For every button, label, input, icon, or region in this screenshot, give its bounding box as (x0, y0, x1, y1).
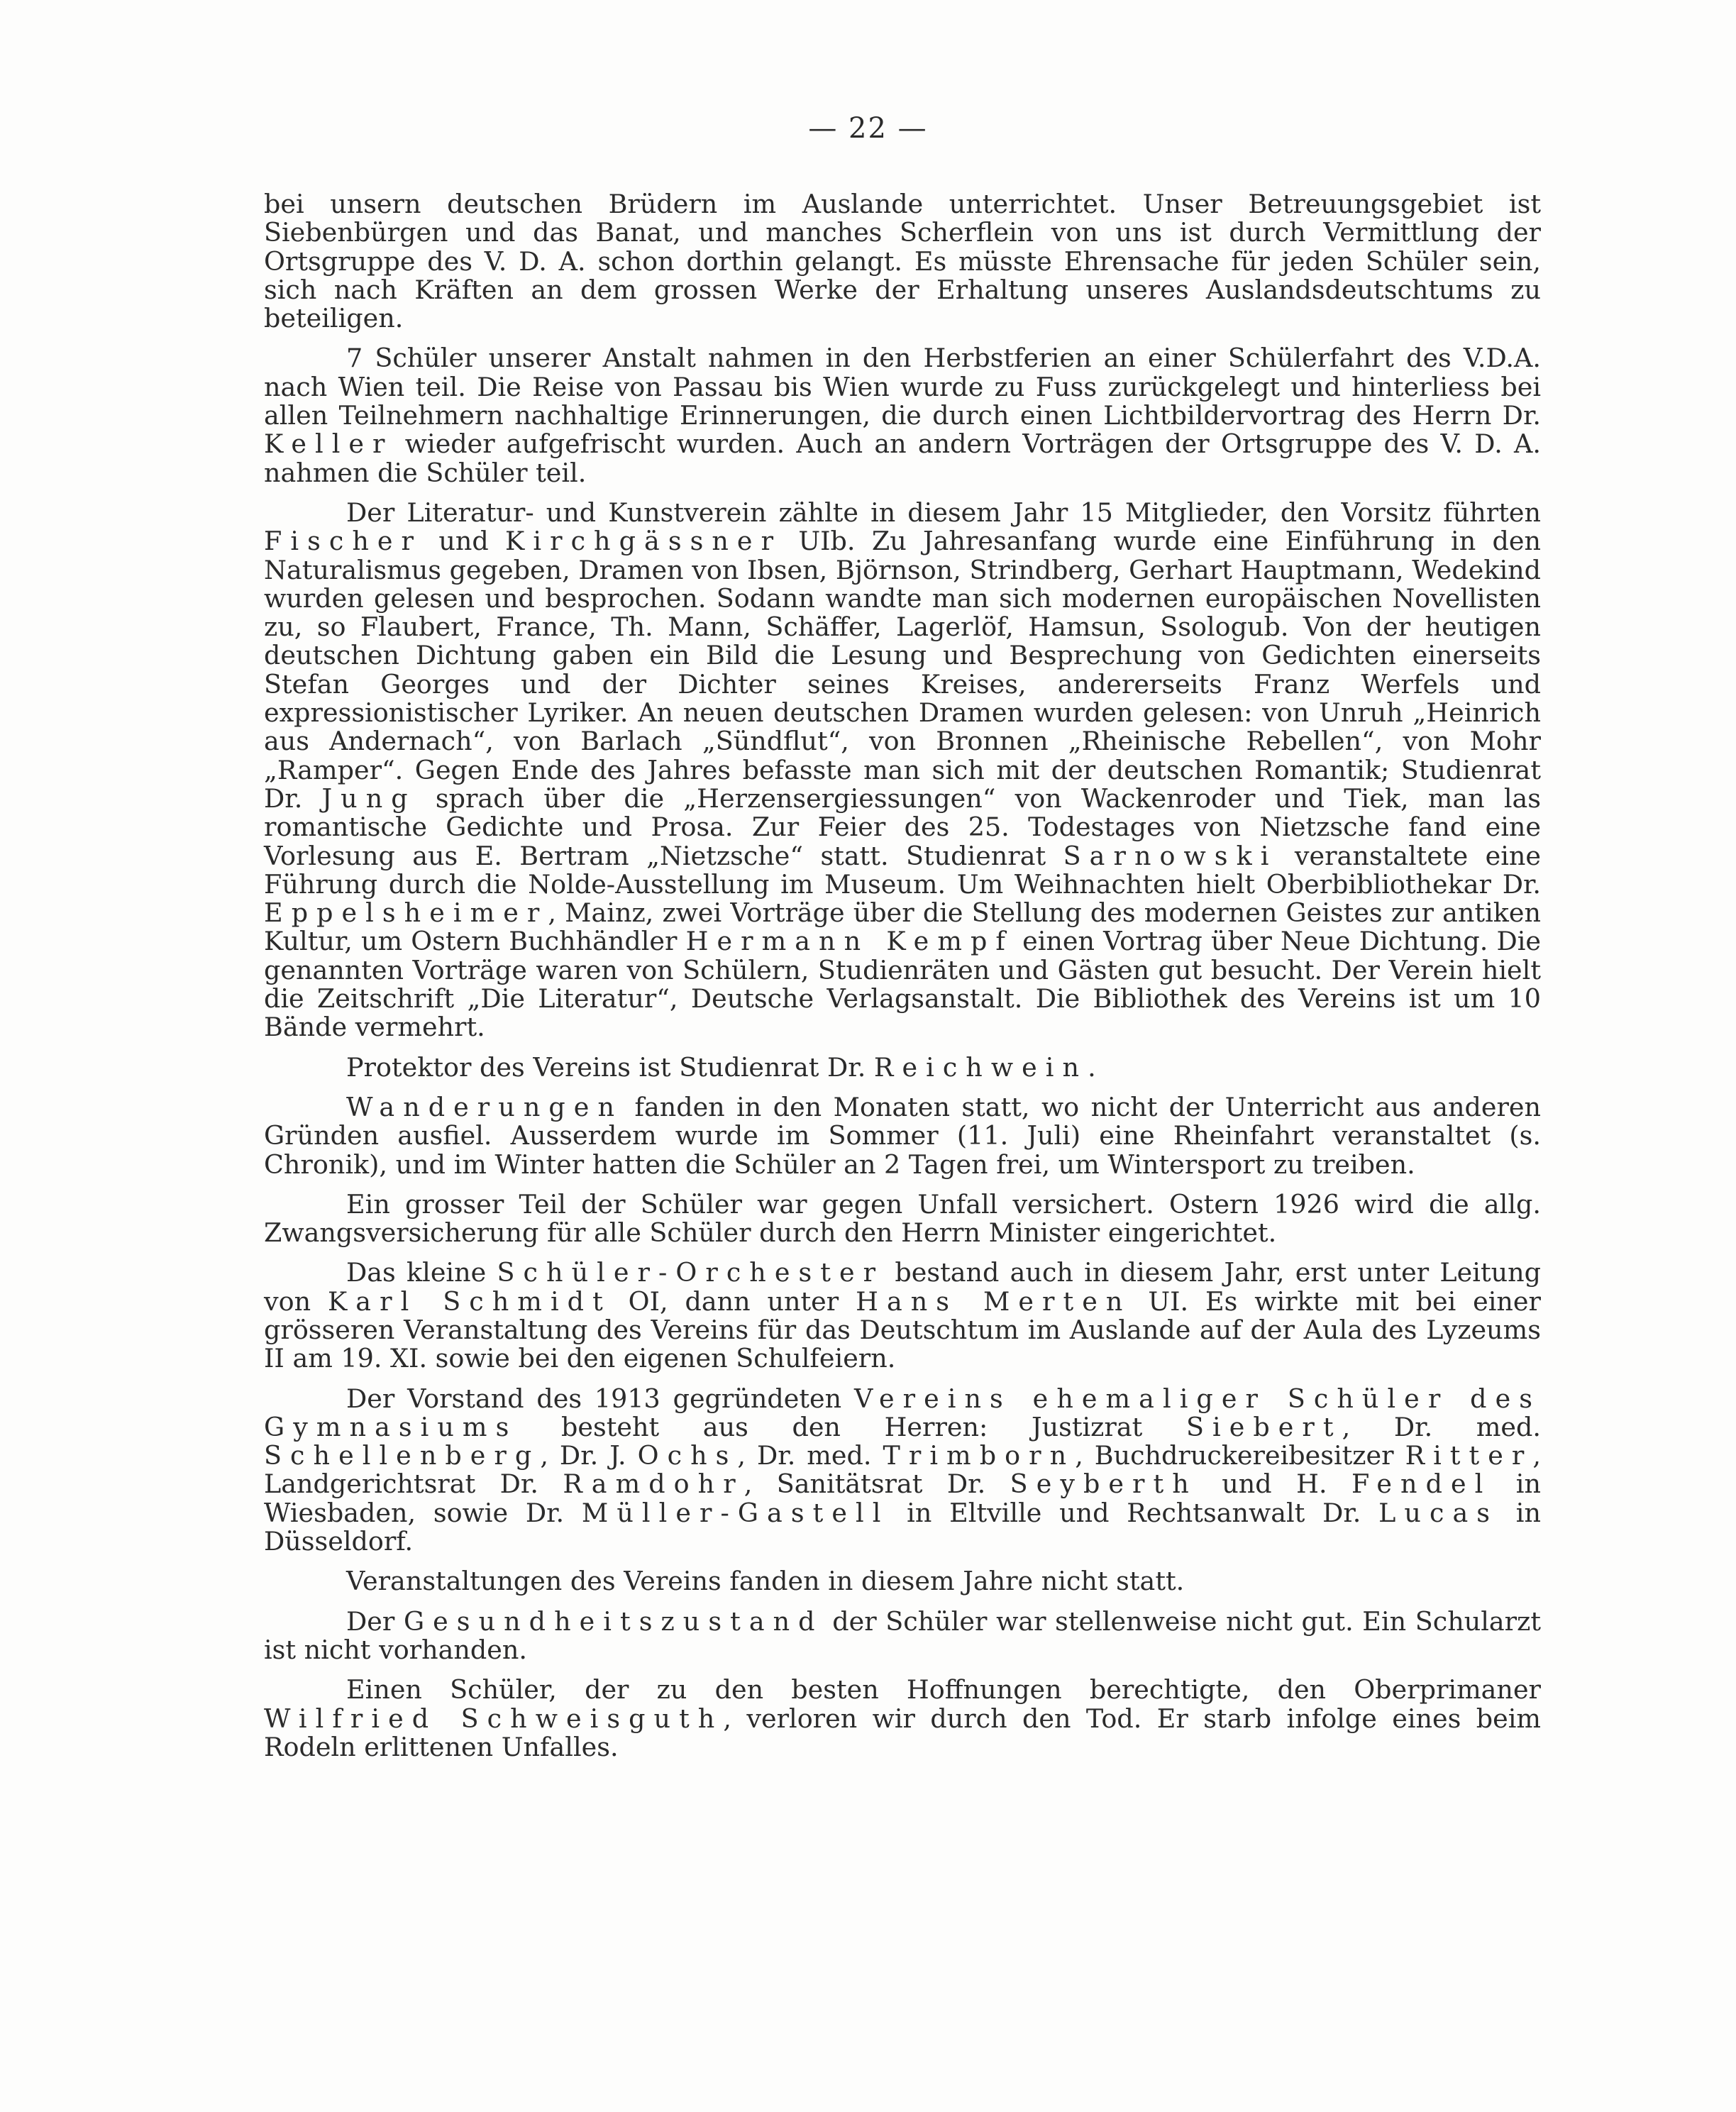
body-text (264, 190, 1541, 1773)
paragraph (264, 1190, 1541, 1248)
spaced-name: Hans Merten (856, 1286, 1132, 1317)
spaced-name: Jung (321, 783, 416, 814)
text-run: und H. (1197, 1469, 1351, 1500)
text-run: UIb. Zu Jahresanfang wurde eine Einführung in den Naturalismus gegeben, Dramen von Ibsen, Björnson, Strindberg, Gerhart Hauptmann, Wedekind wurden gelesen und besprochen. Sodann wandte man sich modernen europäischen Novellisten zu, so Flaubert, France, Th. Mann, Schäffer, Lagerlöf, Hamsun, Ssologub. Von der heutigen deutschen Dichtung gaben ein Bild die Lesung und Besprechung von Gedichten einerseits Stefan Georges und der Dichter seines Kreises, andererseits Franz Werfels und expressionistischer Lyriker. An neuen deutschen Dramen wurden gelesen: von Unruh „Heinrich aus Andernach“, von Barlach „Sündflut“, von Bronnen „Rheinische Rebellen“, von Mohr „Ramper“. Gegen Ende des Jahres befasste man sich mit der deutschen Romantik; Studienrat Dr. (264, 526, 1541, 814)
spaced-name: Vereins ehemaliger Schüler des Gymnasiums (264, 1383, 1541, 1442)
spaced-name: Siebert (1185, 1411, 1342, 1442)
text-run: und (422, 526, 506, 557)
spaced-name: Reichwein (873, 1051, 1088, 1083)
text-run: in Eltville und Rechtsanwalt Dr. (889, 1497, 1379, 1528)
text-run: Ein grosser Teil der Schüler war gegen Unfall versichert. Ostern 1926 wird die allg. Zwangsversicherung für alle Schüler durch den Herrn Minister eingerichtet. (264, 1188, 1541, 1249)
spaced-name: Wanderungen (346, 1091, 624, 1122)
text-run: einen Vortrag über Neue Dichtung. Die genannten Vorträge waren von Schülern, Studienräten und Gästen gut besucht. Der Verein hielt die Zeitschrift „Die Literatur“, Deutsche Verlagsanstalt. Die Bibliothek des Vereins ist um 10 Bände vermehrt. (264, 926, 1542, 1043)
text-run: Einen Schüler, der zu den besten Hoffnungen berechtigte, den Oberprimaner (346, 1674, 1541, 1705)
text-run: , Dr. med. (1342, 1411, 1542, 1442)
text-run: Der Vorstand des 1913 gegründeten (346, 1383, 854, 1414)
paragraph (264, 190, 1541, 333)
text-run: , Mainz, zwei Vorträge über die Stellung des modernen Geistes zur antiken Kultur, um Ostern Buchhändler (264, 897, 1541, 957)
spaced-name: Eppelsheimer (264, 897, 548, 929)
text-run: UI. Es wirkte mit bei einer grösseren Veranstaltung des Vereins für das Deutschtum im Auslande auf der Aula des Lyzeums II am 19. XI. sowie bei den eigenen Schulfeiern. (264, 1286, 1541, 1374)
text-run: sprach über die „Herzensergiessungen“ von Wackenroder und Tiek, man las romantische Gedichte und Prosa. Zur Feier des 25. Todestages von Nietzsche fand eine Vorlesung aus E. Bertram „Nietzsche“ statt. Studienrat (264, 783, 1541, 871)
paragraph (264, 1051, 1541, 1083)
spaced-name: Kirchgässner (505, 526, 783, 557)
spaced-name: Gesundheitszustand (403, 1605, 824, 1637)
spaced-name: Seyberth (1010, 1469, 1198, 1500)
text-run: bestand auch in diesem Jahr, erst unter Leitung von (264, 1257, 1541, 1317)
text-run: in Düsseldorf. (264, 1497, 1541, 1557)
text-run: Veranstaltungen des Vereins fanden in diesem Jahre nicht statt. (346, 1566, 1185, 1597)
spaced-name: Trimborn (883, 1440, 1076, 1471)
text-run: , verloren wir durch den Tod. Er starb infolge eines beim Rodeln erlittenen Unfalles. (264, 1703, 1541, 1762)
spaced-name: Wilfried Schweisguth (264, 1703, 724, 1734)
text-run: Der Literatur- und Kunstverein zählte in diesem Jahr 15 Mitglieder, den Vorsitz führten (346, 497, 1541, 528)
text-run: Das kleine (346, 1257, 497, 1288)
paragraph (264, 1676, 1541, 1762)
spaced-name: Keller (264, 429, 394, 460)
spaced-name: Ramdohr (563, 1469, 744, 1500)
text-run: der Schüler war stellenweise nicht gut. Ein Schularzt ist nicht vorhanden. (264, 1605, 1541, 1665)
spaced-name: Karl Schmidt (327, 1286, 612, 1317)
paragraph (264, 499, 1541, 1042)
text-run: , Dr. J. (540, 1440, 638, 1471)
text-run: , Dr. med. (737, 1440, 883, 1471)
text-run: , Sanitätsrat Dr. (743, 1469, 1010, 1500)
spaced-name: Fendel (1351, 1469, 1492, 1500)
paragraph (264, 1567, 1541, 1596)
text-run: wieder aufgefrischt wurden. Auch an andern Vorträgen der Ortsgruppe des V. D. A. nahmen die Schüler teil. (264, 429, 1541, 488)
spaced-name: Schellenberg (264, 1440, 541, 1471)
text-run: 7 Schüler unserer Anstalt nahmen in den Herbstferien an einer Schülerfahrt des V.D.A. nach Wien teil. Die Reise von Passau bis Wien wurde zu Fuss zurückgelegt und hinterliess bei allen Teilnehmern nachhaltige Erinnerungen, die durch einen Lichtbildervortrag des Herrn Dr. (264, 343, 1541, 431)
text-run: in Wiesbaden, sowie Dr. (264, 1469, 1541, 1528)
text-run: besteht aus den Herren: Justizrat (517, 1411, 1186, 1442)
text-run: Protektor des Vereins ist Studienrat Dr. (346, 1051, 874, 1083)
spaced-name: Fischer (264, 526, 423, 557)
spaced-name: Ritter (1405, 1440, 1533, 1471)
spaced-name: Hermann Kempf (685, 926, 1014, 957)
page-number: — 22 — (808, 112, 928, 145)
paragraph (264, 1385, 1541, 1557)
paragraph (264, 344, 1541, 487)
spaced-name: Ochs (637, 1440, 738, 1471)
text-run: bei unsern deutschen Brüdern im Auslande unterrichtet. Unser Betreuungsgebiet ist Siebenbürgen und das Banat, und manches Scherflein von uns ist durch Vermittlung der Ortsgruppe des V. D. A. schon dorthin gelangt. Es müsste Ehrensache für jeden Schüler sein, sich nach Kräften an dem grossen Werke der Erhaltung unseres Auslandsdeutschtums zu beteiligen. (264, 189, 1541, 334)
spaced-name: Lucas (1378, 1497, 1499, 1528)
paragraph (264, 1605, 1541, 1665)
text-run: OI, dann unter (611, 1286, 856, 1317)
text-run: veranstaltete eine Führung durch die Nolde-Ausstellung im Museum. Um Weihnachten hielt Oberbibliothekar Dr. (264, 840, 1541, 900)
text-run: fanden in den Monaten statt, wo nicht der Unterricht aus anderen Gründen ausfiel. Ausserdem wurde im Sommer (11. Juli) eine Rheinfahrt veranstaltet (s. Chronik), und im Winter hatten die Schüler an 2 Tagen frei, um Wintersport zu treiben. (264, 1091, 1541, 1180)
spaced-name: Schüler-Orchester (497, 1257, 885, 1288)
paragraph (264, 1093, 1541, 1179)
text-run: , Landgerichtsrat Dr. (264, 1440, 1541, 1500)
paragraph (264, 1259, 1541, 1373)
spaced-name: Müller-Gastell (581, 1497, 890, 1528)
text-run: . (1088, 1051, 1096, 1083)
text-run: , Buchdruckereibesitzer (1075, 1440, 1405, 1471)
text-run: Der (346, 1605, 404, 1637)
spaced-name: Sarnowski (1063, 840, 1278, 871)
